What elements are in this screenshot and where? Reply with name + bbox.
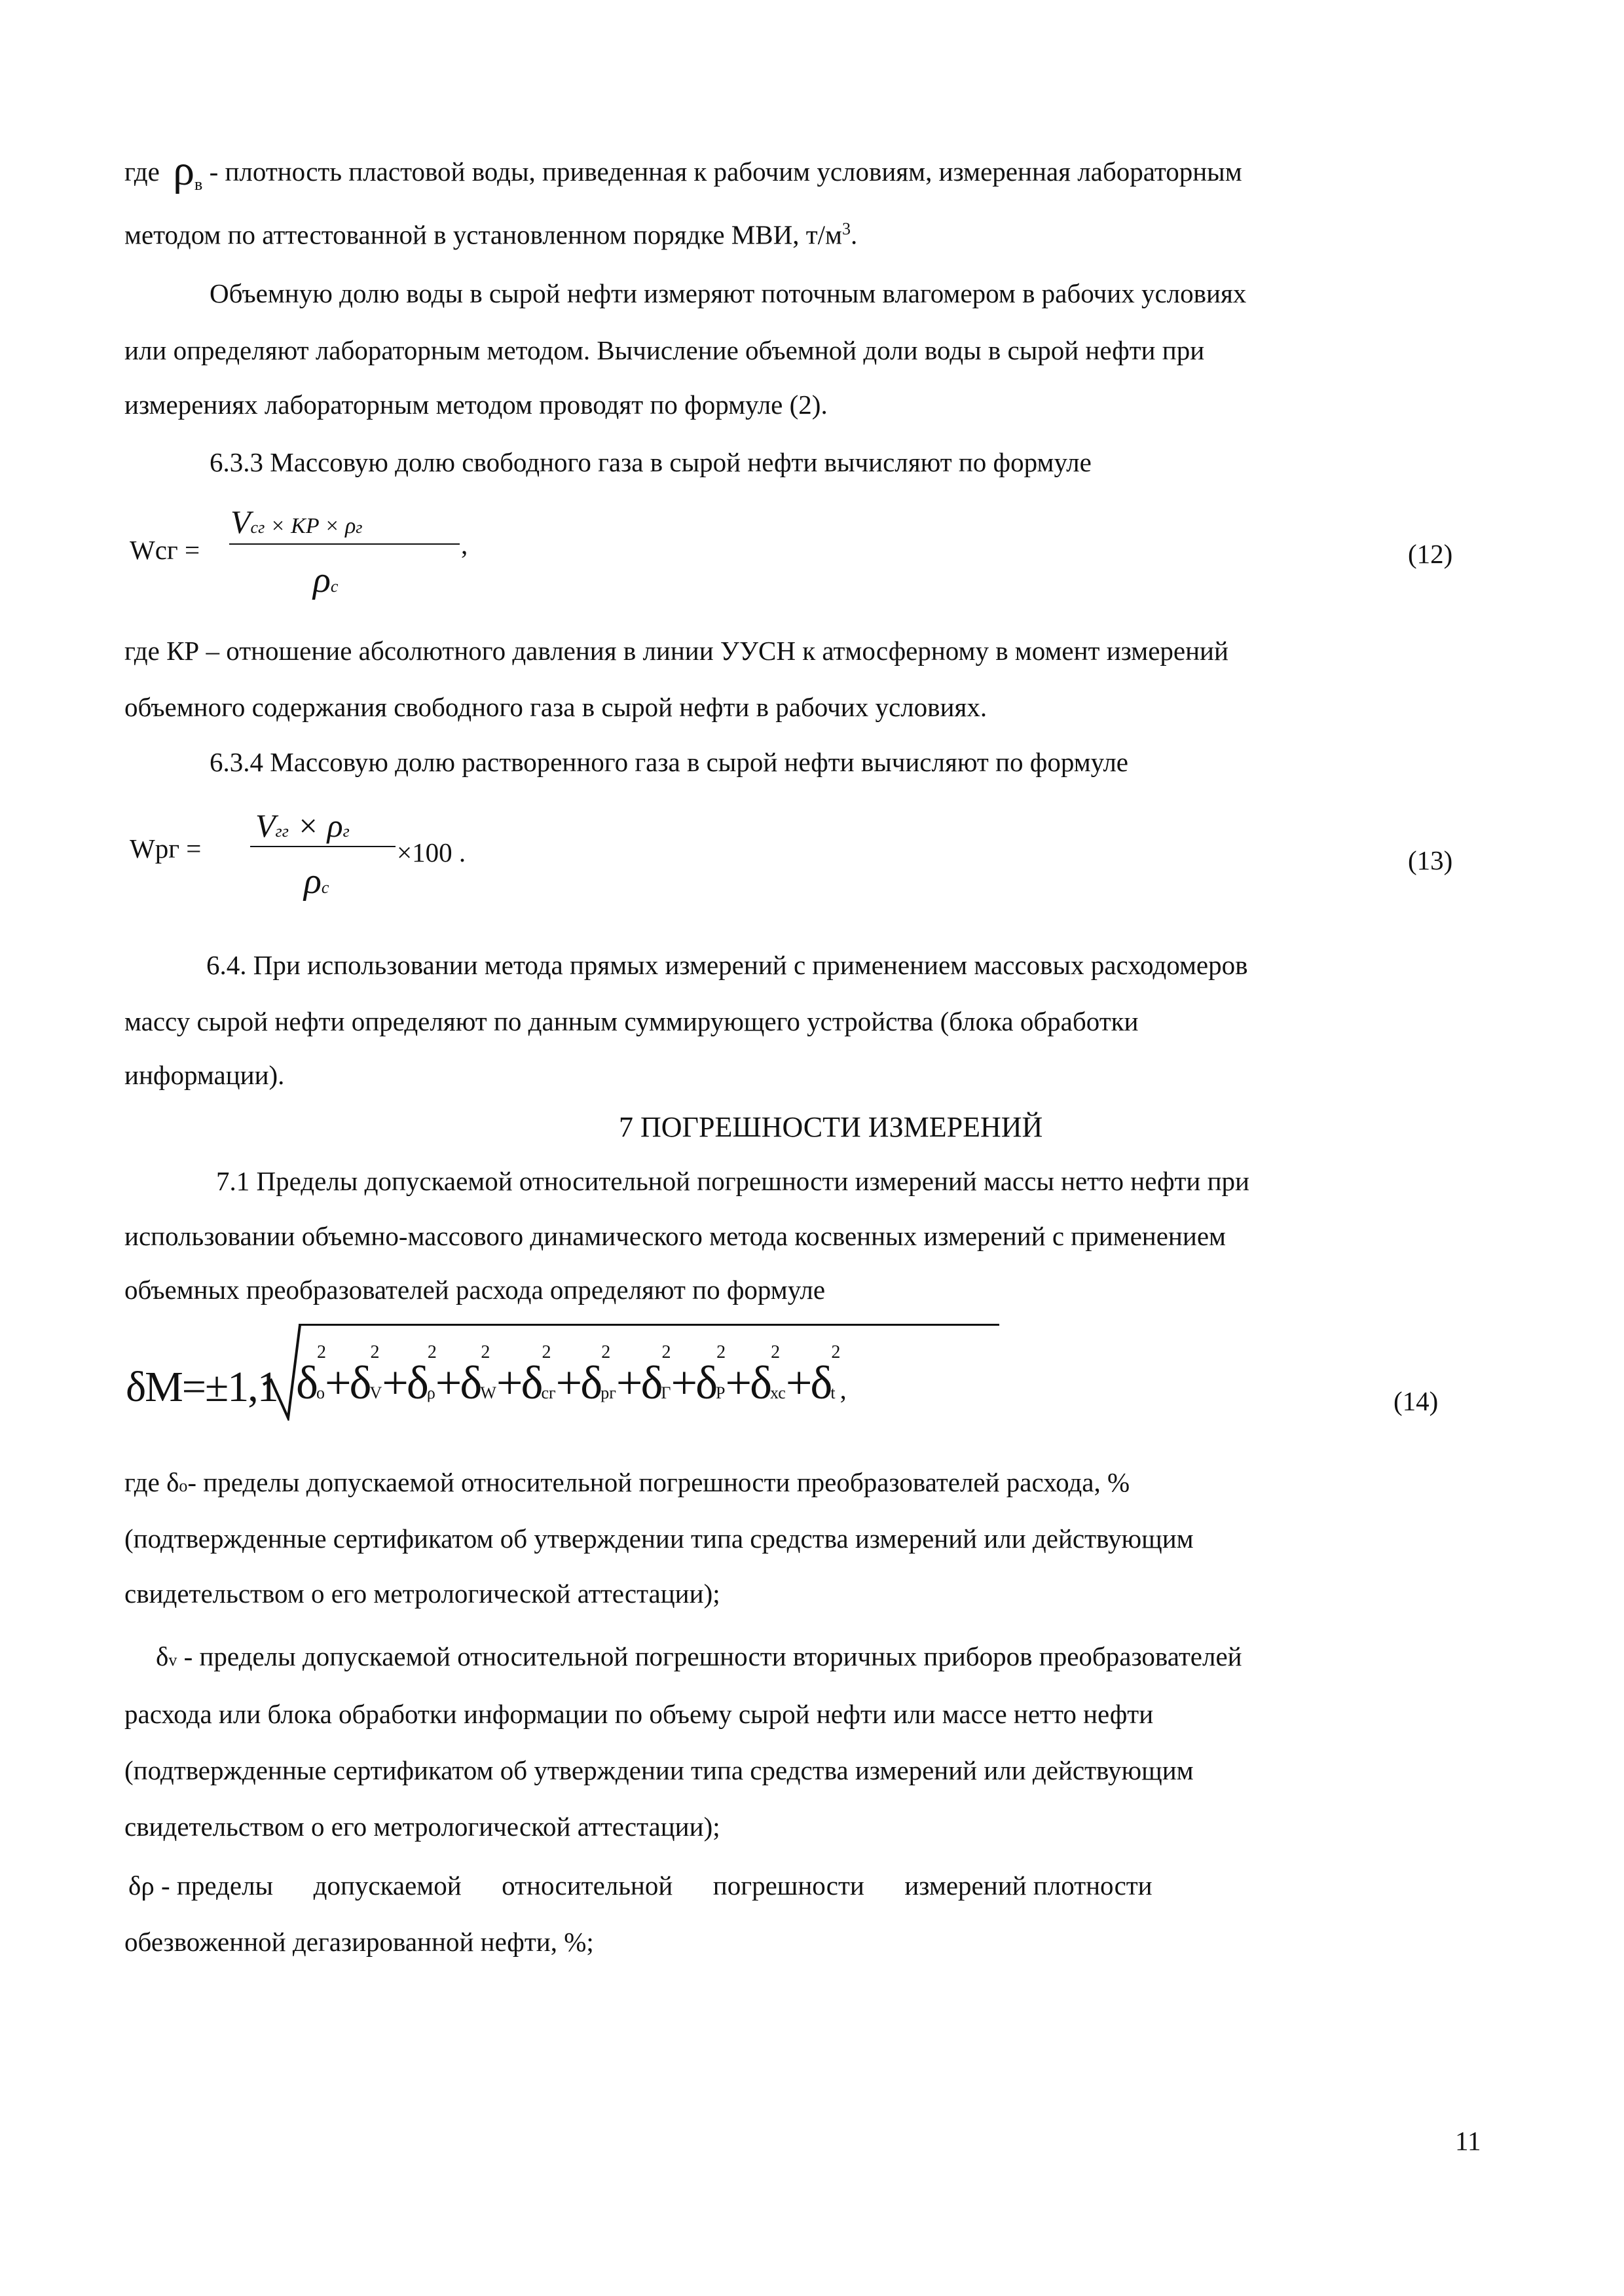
term-superscript: 2 <box>481 1342 490 1362</box>
rho-symbol: ρ <box>304 861 322 902</box>
eq13-fraction-bar <box>250 846 396 847</box>
term-subscript: ρ <box>426 1383 435 1402</box>
delta-symbol: δ <box>460 1357 481 1409</box>
v-subscript: сг <box>250 518 265 537</box>
sqrt-sign-icon <box>262 1322 301 1421</box>
v-symbol: V <box>255 807 276 844</box>
para2-line1: Объемную долю воды в сырой нефти измеряют поточным влагомером в рабочих условиях <box>210 278 1247 308</box>
delta-term <box>810 1342 841 1409</box>
eq12-lhs: Wсг = <box>130 535 200 565</box>
eq14-lhs: δM=±1,1 <box>126 1363 278 1411</box>
rho-symbol: × ρ <box>288 807 343 844</box>
delta-subscript: о <box>179 1476 188 1495</box>
kp-rho: × KP × ρ <box>265 514 356 538</box>
def-delta-o-line2: (подтвержденные сертификатом об утверждении типа средства измерений или действующим <box>124 1523 1194 1554</box>
plus-sign: + <box>555 1357 581 1409</box>
term-subscript: P <box>716 1383 726 1402</box>
section-6-4-line3: информации). <box>124 1060 285 1090</box>
delta-term <box>460 1342 496 1409</box>
eq12-number: (12) <box>1408 539 1453 569</box>
section-7-1-line3: объемных преобразователей расхода определяют по формуле <box>124 1275 826 1305</box>
term-subscript: t <box>830 1383 836 1402</box>
eq13-times100: ×100 . <box>397 837 466 867</box>
delta-term <box>406 1342 437 1409</box>
delta-symbol: δ <box>156 1641 169 1671</box>
def-delta-rho-line1: δρ - пределы допускаемой относительной погрешности измерений плотности <box>128 1870 1153 1901</box>
delta-term <box>521 1342 556 1409</box>
term-superscript: 2 <box>716 1342 726 1362</box>
term-superscript: 2 <box>542 1342 551 1362</box>
delta-symbol: δ <box>296 1357 316 1409</box>
plus-sign: + <box>382 1357 407 1409</box>
text-rest: - плотность пластовой воды, приведенная к рабочим условиям, измеренная лабораторным <box>209 156 1242 187</box>
plus-sign: + <box>616 1357 641 1409</box>
plus-sign: + <box>435 1357 460 1409</box>
plus-sign: + <box>725 1357 750 1409</box>
kp-line2: объемного содержания свободного газа в сырой нефти в рабочих условиях. <box>124 692 987 722</box>
para2-line2: или определяют лабораторным методом. Вычисление объемной доли воды в сырой нефти при <box>124 335 1205 365</box>
eq13-denominator <box>304 863 329 900</box>
def-delta-v-line4: свидетельством о его метрологической аттестации); <box>124 1812 720 1842</box>
eq12-comma: , <box>461 530 468 560</box>
term-superscript: 2 <box>427 1342 437 1362</box>
eq12-numerator <box>231 505 362 538</box>
eq13-lhs: Wрг = <box>130 833 202 864</box>
section-7-1-line1: 7.1 Пределы допускаемой относительной погрешности измерений массы нетто нефти при <box>216 1166 1249 1196</box>
delta-term <box>640 1342 671 1409</box>
text: методом по аттестованной в установленном порядке МВИ, т/м <box>124 219 842 250</box>
eq13-numerator <box>255 809 350 842</box>
def-delta-o-line1 <box>124 1469 1130 1496</box>
term-superscript: 2 <box>661 1342 671 1362</box>
delta-term <box>580 1342 616 1409</box>
text-prefix: где <box>124 156 160 187</box>
eq13-number: (13) <box>1408 845 1453 875</box>
delta-term <box>750 1342 786 1409</box>
delta-symbol: δ <box>750 1357 771 1409</box>
term-subscript: рг <box>600 1383 616 1402</box>
term-subscript: V <box>369 1383 382 1402</box>
delta-symbol: δ <box>349 1357 370 1409</box>
term-subscript: сг <box>541 1383 556 1402</box>
section-7-1-line2: использовании объемно-массового динамического метода косвенных измерений с применением <box>124 1221 1226 1251</box>
para1-line2 <box>124 221 857 249</box>
para1-line1 <box>124 145 1242 194</box>
rho-subscript: г <box>356 518 363 537</box>
delta-symbol: δ <box>521 1357 542 1409</box>
rho-symbol: ρ <box>173 147 195 194</box>
rho-subscript: г <box>342 822 350 841</box>
delta-symbol: δ <box>695 1357 716 1409</box>
superscript: 3 <box>841 219 851 238</box>
section-6-3-4: 6.3.4 Массовую долю растворенного газа в сырой нефти вычисляют по формуле <box>210 747 1129 777</box>
page-number: 11 <box>1455 2126 1481 2156</box>
rho-subscript: с <box>330 577 339 596</box>
plus-sign: + <box>496 1357 521 1409</box>
delta-subscript: v <box>168 1650 177 1669</box>
term-subscript: o <box>316 1383 325 1402</box>
def-delta-v-line3: (подтвержденные сертификатом об утверждении типа средства измерений или действующим <box>124 1755 1194 1785</box>
term-superscript: 2 <box>317 1342 326 1362</box>
delta-symbol: δ <box>580 1357 601 1409</box>
text: - пределы допускаемой относительной погрешности преобразователей расхода, % <box>187 1467 1130 1497</box>
term-subscript: W <box>480 1383 496 1402</box>
eq14-tail: , <box>835 1375 845 1404</box>
eq12-fraction-bar <box>229 543 460 545</box>
term-subscript: хс <box>770 1383 786 1402</box>
v-subscript: гг <box>275 822 289 841</box>
eq12-denominator <box>313 562 338 598</box>
term-superscript: 2 <box>831 1342 841 1362</box>
section-6-3-3: 6.3.3 Массовую долю свободного газа в сырой нефти вычисляют по формуле <box>210 447 1092 477</box>
rho-subscript: в <box>194 175 203 194</box>
plus-sign: + <box>324 1357 350 1409</box>
delta-symbol: δ <box>406 1357 427 1409</box>
def-delta-o-line3: свидетельством о его метрологической аттестации); <box>124 1578 720 1609</box>
def-delta-v-line2: расхода или блока обработки информации по объему сырой нефти или массе нетто нефти <box>124 1699 1154 1729</box>
section-6-4-line1: 6.4. При использовании метода прямых измерений с применением массовых расходомеров <box>206 950 1248 980</box>
kp-line1: где КР – отношение абсолютного давления в линии УУСН к атмосферному в момент измерений <box>124 636 1228 666</box>
term-subscript: Г <box>661 1383 671 1402</box>
term-superscript: 2 <box>771 1342 781 1362</box>
delta-symbol: δ <box>810 1357 831 1409</box>
def-delta-rho-line2: обезвоженной дегазированной нефти, %; <box>124 1927 594 1957</box>
para2-line3: измерениях лабораторным методом проводят по формуле (2). <box>124 390 828 420</box>
delta-term <box>695 1342 726 1409</box>
eq14-radicand <box>296 1342 845 1409</box>
delta-term <box>349 1342 382 1409</box>
def-delta-v-line1 <box>156 1643 1242 1670</box>
section-6-4-line2: массу сырой нефти определяют по данным суммирующего устройства (блока обработки <box>124 1006 1139 1036</box>
plus-sign: + <box>785 1357 811 1409</box>
text-end: . <box>850 219 858 250</box>
rho-symbol: ρ <box>313 560 331 600</box>
eq14-number: (14) <box>1393 1386 1439 1416</box>
text: - пределы допускаемой относительной погрешности вторичных приборов преобразователей <box>177 1641 1242 1671</box>
section-7-title: 7 ПОГРЕШНОСТИ ИЗМЕРЕНИЙ <box>619 1111 1043 1143</box>
v-symbol: V <box>231 503 251 540</box>
delta-term <box>296 1342 326 1409</box>
delta-symbol: где δ <box>124 1467 179 1497</box>
term-superscript: 2 <box>601 1342 611 1362</box>
delta-symbol: δ <box>640 1357 661 1409</box>
rho-subscript: с <box>321 878 329 897</box>
sqrt-overline <box>299 1324 999 1326</box>
term-superscript: 2 <box>370 1342 380 1362</box>
plus-sign: + <box>671 1357 696 1409</box>
